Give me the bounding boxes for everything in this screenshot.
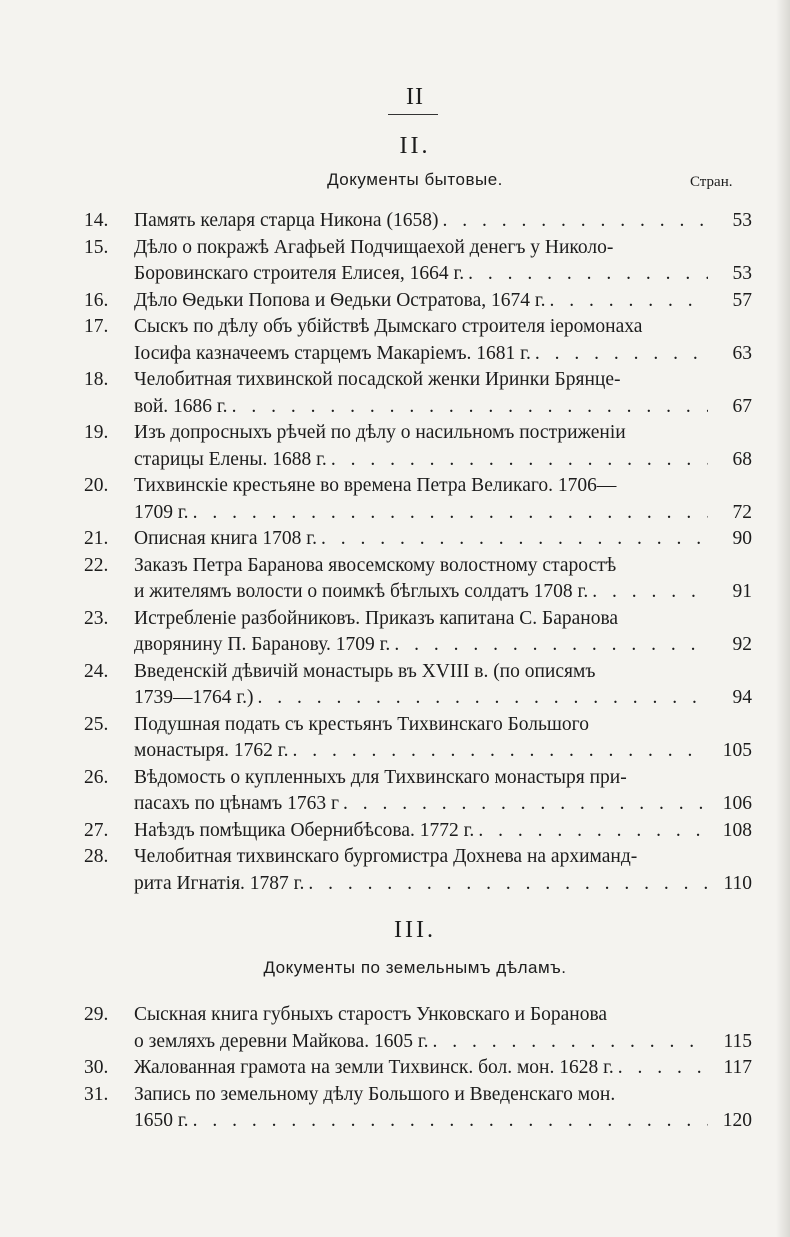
toc-entry-number: 28. — [84, 846, 109, 867]
toc-entry-page: 115 — [723, 1030, 752, 1052]
toc-entry-text: Дѣло Ѳедьки Попова и Ѳедьки Остратова, 1674 г. — [134, 289, 546, 311]
toc-entry-page: 90 — [732, 528, 752, 549]
toc-entry-text: Дѣло о покражѣ Агафьей Подчищаехой денегъ у Николо- — [134, 236, 614, 258]
toc-entry-line — [84, 632, 752, 659]
toc-entry-page: 72 — [732, 501, 752, 523]
toc-entry-line — [84, 738, 752, 765]
toc-entry-page: 57 — [732, 289, 752, 311]
toc-entry-line — [84, 420, 752, 447]
section-2-numeral: II. — [399, 133, 431, 159]
dot-leader — [254, 685, 708, 712]
dot-leader — [438, 208, 708, 235]
toc-entry — [84, 208, 752, 235]
dot-leader — [474, 818, 708, 845]
toc-entry-text: и жителямъ волости о поимкѣ бѣглыхъ солдатъ 1708 г. — [134, 581, 589, 602]
toc-entry-text: Запись по земельному дѣлу Большого и Введенскаго мон. — [134, 1083, 616, 1105]
toc-entry — [84, 844, 752, 897]
toc-entry-text: пасахъ по цѣнамъ 1763 г — [134, 793, 339, 814]
toc-entry-page: 110 — [723, 872, 752, 894]
toc-entry-page: 63 — [732, 342, 752, 364]
toc-entry-text: 1709 г. — [134, 501, 189, 523]
section-2-entries — [84, 208, 752, 897]
toc-entry-number: 22. — [84, 554, 109, 576]
toc-entry-line — [84, 288, 752, 315]
toc-entry-number: 27. — [84, 819, 109, 841]
toc-entry-number: 15. — [84, 236, 109, 258]
toc-entry — [84, 553, 752, 606]
toc-entry-page: 53 — [732, 263, 752, 284]
toc-entry-line — [84, 367, 752, 394]
dot-leader — [189, 500, 708, 527]
toc-entry — [84, 712, 752, 765]
toc-entry-line — [84, 685, 752, 712]
toc-entry-line — [84, 871, 752, 898]
toc-entry-line — [84, 659, 752, 686]
toc-entry-number: 25. — [84, 713, 109, 735]
dot-leader — [228, 394, 708, 421]
toc-entry — [84, 606, 752, 659]
toc-entry-text: Челобитная тихвинской посадской женки Иринки Брянце- — [134, 369, 621, 390]
toc-entry — [84, 473, 752, 526]
toc-entry-page: 67 — [732, 395, 752, 417]
toc-entry-line — [84, 1055, 752, 1082]
toc-entry — [84, 526, 752, 553]
toc-entry-text: Іосифа казначеемъ старцемъ Макаріемъ. 1681 г. — [134, 342, 531, 364]
toc-entry-page: 91 — [732, 581, 752, 602]
dot-leader — [614, 1055, 708, 1082]
toc-entry-number: 16. — [84, 289, 109, 311]
toc-entry-text: Челобитная тихвинскаго бургомистра Дохнева на архиманд- — [134, 846, 638, 867]
toc-entry — [84, 1055, 752, 1082]
section-3-entries — [84, 1002, 752, 1135]
toc-entry-line — [84, 394, 752, 421]
toc-entry-line — [84, 447, 752, 474]
toc-entry-text: старицы Елены. 1688 г. — [134, 448, 327, 470]
dot-leader — [429, 1029, 709, 1056]
toc-entry-page: 106 — [722, 793, 752, 814]
dot-leader — [390, 632, 708, 659]
toc-entry-text: Заказъ Петра Баранова явосемскому волостному старостѣ — [134, 554, 617, 576]
toc-entry-number: 21. — [84, 528, 109, 549]
dot-leader — [546, 288, 708, 315]
section-3-numeral: III. — [394, 917, 436, 943]
toc-entry-text: монастыря. 1762 г. — [134, 740, 289, 761]
toc-entry-page: 117 — [723, 1057, 752, 1078]
toc-entry — [84, 367, 752, 420]
section-2-title: Документы бытовые. — [327, 170, 503, 189]
toc-entry-text: Изъ допросныхъ рѣчей по дѣлу о насильномъ постриженіи — [134, 422, 626, 443]
toc-entry-line — [84, 579, 752, 606]
dot-leader — [531, 341, 708, 368]
toc-entry-line — [84, 500, 752, 527]
toc-entry — [84, 1002, 752, 1055]
dot-leader — [304, 871, 708, 898]
toc-entry-line — [84, 1082, 752, 1109]
toc-entry-number: 30. — [84, 1057, 109, 1078]
toc-entry-page: 105 — [722, 740, 752, 761]
toc-entry-page: 94 — [732, 687, 752, 708]
toc-entry — [84, 765, 752, 818]
toc-entry-line — [84, 844, 752, 871]
toc-entry-text: о земляхъ деревни Майкова. 1605 г. — [134, 1030, 429, 1052]
toc-entry-number: 20. — [84, 475, 109, 496]
toc-entry-line — [84, 1002, 752, 1029]
toc-entry-line — [84, 235, 752, 262]
toc-entry-text: вой. 1686 г. — [134, 395, 228, 417]
toc-entry-text: Описная книга 1708 г. — [134, 528, 317, 549]
toc-entry-number: 14. — [84, 210, 109, 231]
toc-entry — [84, 420, 752, 473]
toc-entry-page: 92 — [732, 634, 752, 655]
toc-entry-number: 24. — [84, 660, 109, 682]
toc-entry — [84, 235, 752, 288]
toc-entry-text: Боровинскаго строителя Елисея, 1664 г. — [134, 263, 465, 284]
dot-leader — [327, 447, 708, 474]
toc-entry-text: Жалованная грамота на земли Тихвинск. бол. мон. 1628 г. — [134, 1057, 614, 1078]
toc-entry-line — [84, 606, 752, 633]
dot-leader — [588, 579, 708, 606]
toc-entry — [84, 314, 752, 367]
toc-entry-number: 29. — [84, 1004, 109, 1025]
toc-entry-text: 1650 г. — [134, 1110, 189, 1131]
toc-entry-number: 23. — [84, 607, 109, 629]
dot-leader — [339, 791, 708, 818]
toc-entry-line — [84, 526, 752, 553]
dot-leader — [189, 1108, 708, 1135]
toc-entry-text: Истребленіе разбойниковъ. Приказъ капитана С. Баранова — [134, 607, 619, 629]
toc-entry-text: Сыскъ по дѣлу объ убійствѣ Дымскаго строителя іеромонаха — [134, 316, 643, 337]
toc-entry — [84, 288, 752, 315]
toc-entry-line — [84, 261, 752, 288]
toc-entry-line — [84, 765, 752, 792]
toc-entry-line — [84, 1108, 752, 1135]
toc-entry-line — [84, 1029, 752, 1056]
toc-entry-number: 26. — [84, 766, 109, 788]
toc-entry — [84, 1082, 752, 1135]
toc-entry-text: Подушная подать съ крестьянъ Тихвинскаго Большого — [134, 713, 589, 735]
toc-entry — [84, 659, 752, 712]
toc-entry-number: 18. — [84, 369, 109, 390]
dot-leader — [464, 261, 708, 288]
section-3-title: Документы по земельнымъ дѣламъ. — [263, 958, 567, 977]
toc-entry-number: 19. — [84, 422, 109, 443]
toc-entry-line — [84, 553, 752, 580]
toc-entry-text: Сыскная книга губныхъ старостъ Унковскаго и Боранова — [134, 1004, 608, 1025]
toc-entry-text: дворянину П. Баранову. 1709 г. — [134, 634, 391, 655]
toc-entry-number: 31. — [84, 1083, 109, 1105]
toc-entry-line — [84, 818, 752, 845]
toc-entry-line — [84, 341, 752, 368]
page-number-underline — [388, 114, 438, 115]
toc-entry-line — [84, 473, 752, 500]
toc-entry-page: 120 — [722, 1110, 752, 1131]
toc-entry-text: рита Игнатія. 1787 г. — [134, 872, 305, 894]
toc-entry-text: 1739—1764 г.) — [134, 687, 254, 708]
toc-entry-page: 53 — [732, 210, 752, 231]
toc-entry-line — [84, 314, 752, 341]
dot-leader — [288, 738, 708, 765]
dot-leader — [317, 526, 708, 553]
page-number: II — [406, 84, 424, 110]
toc-entry-number: 17. — [84, 316, 109, 337]
toc-entry-page: 68 — [732, 448, 752, 470]
toc-entry-text: Вѣдомость о купленныхъ для Тихвинскаго монастыря при- — [134, 766, 627, 788]
toc-entry-text: Тихвинскіе крестьяне во времена Петра Великаго. 1706— — [134, 475, 617, 496]
toc-entry-text: Наѣздъ помѣщика Обернибѣсова. 1772 г. — [134, 819, 475, 841]
toc-entry-line — [84, 791, 752, 818]
toc-entry-page: 108 — [722, 819, 752, 841]
toc-entry-line — [84, 208, 752, 235]
toc-entry-text: Память келаря старца Никона (1658) — [134, 210, 439, 231]
toc-entry — [84, 818, 752, 845]
toc-entry-line — [84, 712, 752, 739]
page-column-header: Стран. — [690, 174, 733, 190]
toc-entry-text: Введенскій дѣвичій монастырь въ XVIII в. (по описямъ — [134, 660, 596, 682]
